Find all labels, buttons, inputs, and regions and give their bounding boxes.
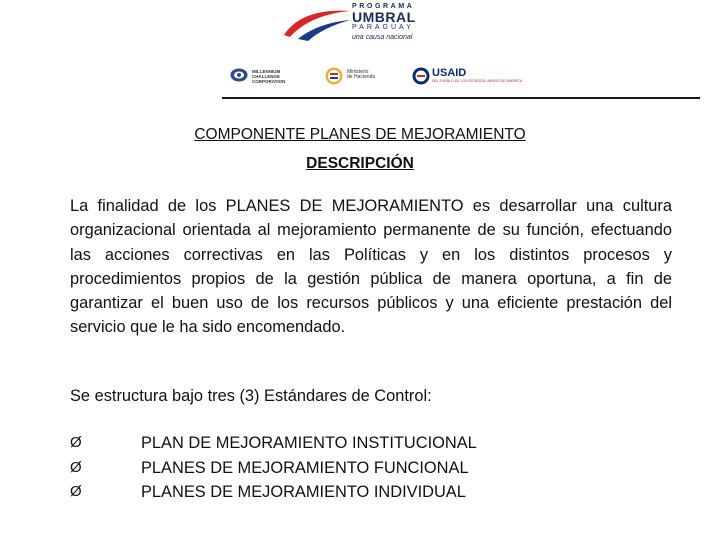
- mcc-line-1: MILLENNIUM: [252, 69, 281, 74]
- list-item-text: PLAN DE MEJORAMIENTO INSTITUCIONAL: [141, 434, 477, 452]
- mcc-line-2: CHALLENGE: [252, 74, 280, 79]
- list-item: [70, 459, 670, 483]
- brand-text: [352, 3, 416, 42]
- partner-logos: [218, 64, 523, 88]
- usaid-subtitle: DEL PUEBLO DE LOS ESTADOS UNIDOS DE AMERICA: [432, 79, 523, 83]
- arrow-bullet-icon: Ø: [70, 459, 82, 476]
- brand-tagline: una causa nacional: [352, 34, 413, 41]
- usaid-logo: [412, 64, 523, 88]
- usaid-name: USAID: [432, 67, 467, 79]
- description-paragraph: La finalidad de los PLANES DE MEJORAMIENTO es desarrollar una cultura organizacional orientada al mejoramiento permanente de su función, efectuando las acciones correctivas en las Políticas y en los distintos procesos y procedimientos propios de la gestión pública de manera oportuna, a fin de garantizar el buen uso de los recursos públicos y una eficiente prestación del servicio que le ha sido encomendado.: [70, 197, 672, 337]
- mcc-logo: [230, 64, 310, 88]
- hacienda-line-2: de Hacienda: [347, 74, 376, 80]
- page-title: COMPONENTE PLANES DE MEJORAMIENTO: [194, 126, 526, 143]
- list-item: [70, 434, 670, 458]
- section-subtitle: DESCRIPCIÓN: [306, 155, 414, 172]
- coat-of-arms-icon: [325, 67, 343, 85]
- mcc-emblem-icon: [230, 68, 248, 82]
- hacienda-line-1: Ministerio: [347, 69, 369, 75]
- paraguay-flag-swoosh-icon: [282, 5, 352, 43]
- structure-intro: Se estructura bajo tres (3) Estándares de Control:: [70, 387, 432, 405]
- mcc-name: [252, 69, 285, 84]
- header-divider: [222, 97, 700, 99]
- usaid-seal-icon: [412, 67, 430, 85]
- hacienda-logo: [325, 64, 395, 88]
- header: [0, 0, 720, 100]
- arrow-bullet-icon: Ø: [70, 434, 82, 451]
- list-item: [70, 483, 670, 507]
- arrow-bullet-icon: Ø: [70, 483, 82, 500]
- mcc-line-3: CORPORATION: [252, 79, 286, 84]
- brand-top: PROGRAMA: [352, 3, 415, 10]
- hacienda-name: [347, 70, 375, 80]
- programa-umbral-logo: [282, 3, 442, 47]
- brand-main: UMBRAL: [352, 9, 416, 25]
- brand-sub: PARAGUAY: [352, 24, 414, 31]
- list-item-text: PLANES DE MEJORAMIENTO INDIVIDUAL: [141, 483, 466, 501]
- list-item-text: PLANES DE MEJORAMIENTO FUNCIONAL: [141, 459, 469, 477]
